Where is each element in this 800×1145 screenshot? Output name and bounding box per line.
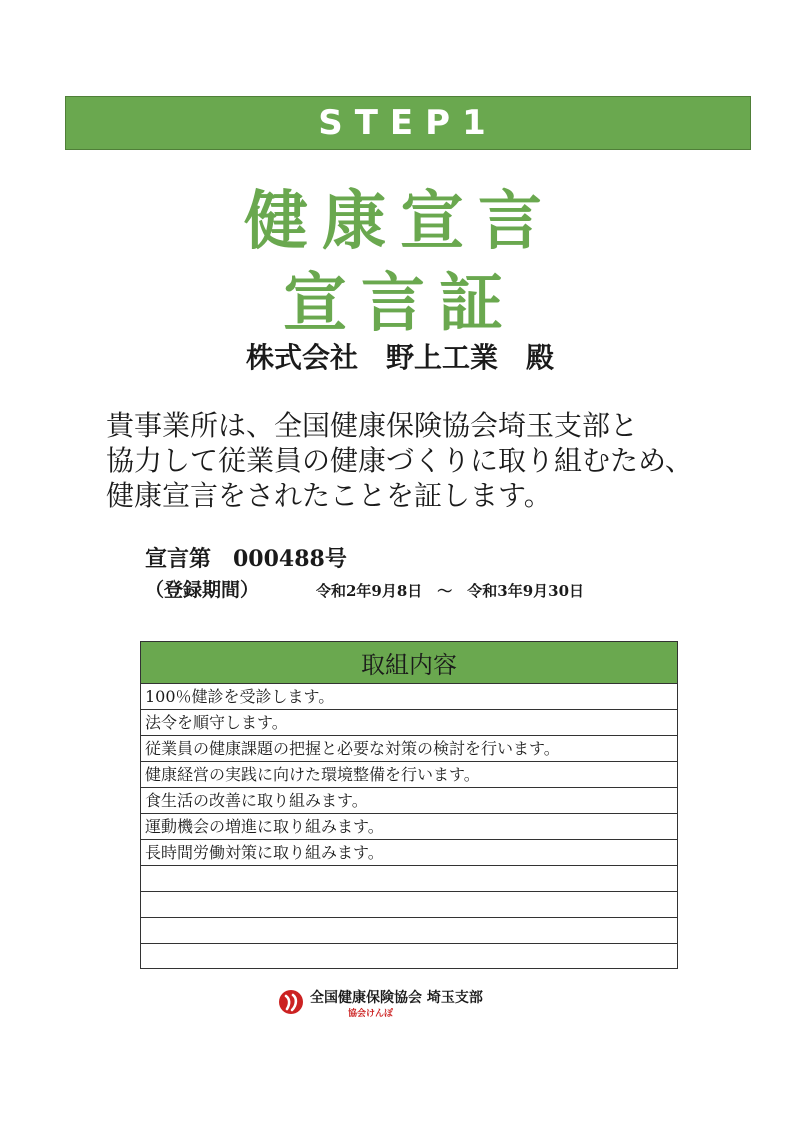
action-row: 健康経営の実践に向けた環境整備を行います。 — [141, 762, 677, 788]
footer-organization: 全国健康保険協会 埼玉支部 — [310, 990, 483, 1006]
actions-header: 取組内容 — [141, 642, 677, 684]
action-row-empty — [141, 866, 677, 892]
registration-period-label: （登録期間） — [145, 579, 260, 601]
actions-table — [140, 641, 678, 969]
action-row: 100％健診を受診します。 — [141, 684, 677, 710]
footer — [278, 985, 538, 1021]
kyokai-kenpo-logo-icon — [278, 989, 304, 1015]
footer-brand: 協会けんぽ — [348, 1009, 394, 1019]
company-name: 株式会社 野上工業 殿 — [245, 341, 554, 374]
statement — [106, 408, 746, 513]
action-row: 食生活の改善に取り組みます。 — [141, 788, 677, 814]
title-line-2: 宣言証 — [283, 267, 517, 341]
title-line-1: 健康宣言 — [244, 185, 556, 259]
action-row-empty — [141, 892, 677, 918]
action-row: 長時間労働対策に取り組みます。 — [141, 840, 677, 866]
action-row: 従業員の健康課題の把握と必要な対策の検討を行います。 — [141, 736, 677, 762]
registration-period-range: 令和2年9月8日 ～ 令和3年9月30日 — [316, 582, 585, 600]
action-row: 法令を順守します。 — [141, 710, 677, 736]
action-row-empty — [141, 944, 677, 970]
declaration-number: 宣言第 000488号 — [145, 546, 347, 572]
statement-line: 協力して従業員の健康づくりに取り組むため、 — [106, 444, 693, 477]
action-row-empty — [141, 918, 677, 944]
step-banner: STEP1 — [65, 96, 751, 150]
action-row: 運動機会の増進に取り組みます。 — [141, 814, 677, 840]
statement-line: 貴事業所は、全国健康保険協会埼玉支部と — [106, 409, 639, 442]
statement-line: 健康宣言をされたことを証します。 — [106, 479, 552, 512]
